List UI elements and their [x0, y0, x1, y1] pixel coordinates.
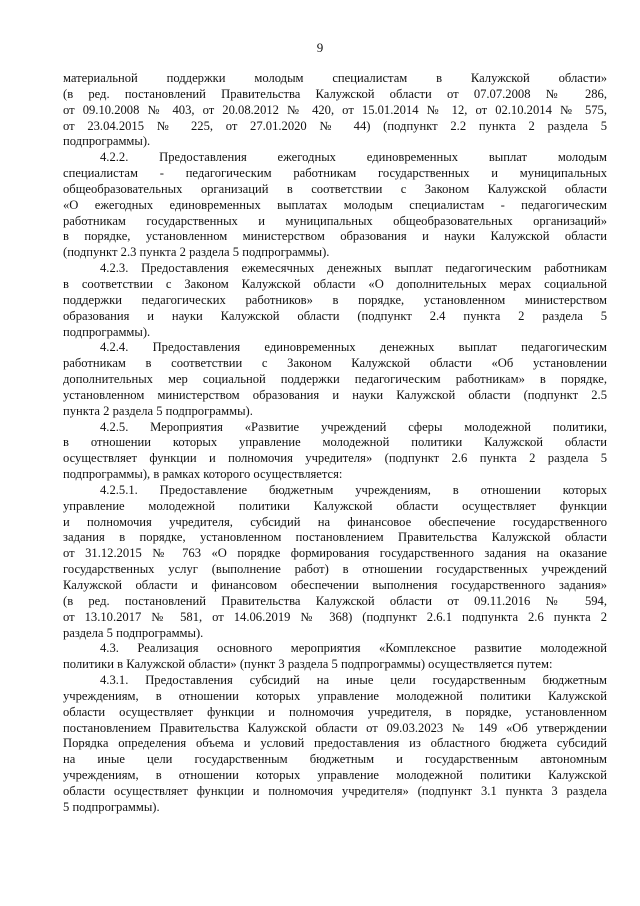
text-line: от 23.04.2015 № 225, от 27.01.2020 № 44) (подпункт 2.2 пункта 2 раздела 5 [63, 118, 607, 133]
text-line: управление молодежной политики Калужской области осуществляет функции [63, 498, 607, 513]
text-line: 4.2.2. Предоставления ежегодных единовременных выплат молодым [100, 150, 607, 165]
text-line: установленном министерством образования и науки Калужской области (подпункт 2.5 [63, 387, 607, 402]
text-line: осуществляет функции и полномочия учредителя» (подпункт 2.6 пункта 2 раздела 5 [63, 451, 607, 466]
text-line: в порядке, установленном министерством образования и науки Калужской области [63, 229, 607, 244]
paragraph-4-2-5 [63, 420, 607, 483]
text-line: 4.3.1. Предоставления субсидий на иные цели государственным бюджетным [100, 673, 607, 688]
text-line: (в ред. постановлений Правительства Калужской области от 09.11.2016 № 594, [63, 593, 607, 608]
page-number: 9 [316, 40, 324, 55]
text-line: (в ред. постановлений Правительства Калужской области от 07.07.2008 № 286, [63, 86, 607, 101]
document-body [63, 71, 607, 816]
text-line: учреждениям, в отношении которых управление молодежной политики Калужской [63, 688, 607, 703]
text-line: раздела 5 подпрограммы). [63, 625, 204, 640]
text-line: учреждениям, в отношении которых управление молодежной политики Калужской [63, 768, 607, 783]
text-line: области осуществляет функции и полномочия учредителя, в порядке, установленном [63, 704, 607, 719]
text-line: в отношении которых управление молодежной политики Калужской области [63, 435, 607, 450]
text-line: специалистам - педагогическим работникам государственных и муниципальных [63, 166, 607, 181]
text-line: работникам в соответствии с Законом Калужской области «Об установлении [63, 356, 607, 371]
paragraph-4-2-5-1 [63, 483, 607, 641]
text-line: образования и науки Калужской области (подпункт 2.4 пункта 2 раздела 5 [63, 308, 607, 323]
text-line: подпрограммы). [63, 324, 151, 339]
text-line: задания в порядке, установленном постановлением Правительства Калужской области [63, 530, 607, 545]
text-line: (подпункт 2.3 пункта 2 раздела 5 подпрограммы). [63, 245, 330, 260]
text-line: «О ежегодных единовременных выплатах молодым специалистам - педагогическим [63, 197, 607, 212]
text-line: и полномочия учредителя, субсидий на финансовое обеспечение государственного [63, 514, 607, 529]
paragraph-4-3 [63, 641, 607, 673]
text-line: 5 подпрограммы). [63, 799, 160, 814]
text-line: на иные цели государственным бюджетным и государственным автономным [63, 752, 607, 767]
text-line: 4.2.3. Предоставления ежемесячных денежных выплат педагогическим работникам [100, 261, 607, 276]
text-line: 4.2.4. Предоставления единовременных денежных выплат педагогическим [100, 340, 607, 355]
text-line: постановлением Правительства Калужской области от 09.03.2023 № 149 «Об утверждении [63, 720, 607, 735]
text-line: пункта 2 раздела 5 подпрограммы). [63, 403, 253, 418]
text-line: государственных услуг (выполнение работ) в отношении государственных учреждений [63, 562, 607, 577]
text-line: от 09.10.2008 № 403, от 20.08.2012 № 420, от 15.01.2014 № 12, от 02.10.2014 № 575, [63, 102, 607, 117]
text-line: 4.3. Реализация основного мероприятия «Комплексное развитие молодежной [100, 641, 607, 656]
text-line: подпрограммы). [63, 134, 151, 149]
text-line: поддержки педагогических работников» в порядке, установленном министерством [63, 292, 607, 307]
text-line: подпрограммы), в рамках которого осуществляется: [63, 467, 343, 482]
text-line: политики в Калужской области» (пункт 3 раздела 5 подпрограммы) осуществляется путем: [63, 657, 553, 672]
paragraph-continuation [63, 71, 607, 150]
text-line: Порядка определения объема и условий предоставления из областного бюджета субсидий [63, 736, 607, 751]
paragraph-4-2-3 [63, 261, 607, 340]
paragraph-4-3-1 [63, 673, 607, 816]
text-line: работникам государственных и муниципальных общеобразовательных организаций» [63, 213, 607, 228]
text-line: 4.2.5. Мероприятия «Развитие учреждений сферы молодежной политики, [100, 419, 607, 434]
paragraph-4-2-4 [63, 340, 607, 419]
paragraph-4-2-2 [63, 150, 607, 261]
text-line: области осуществляет функции и полномочия учредителя» (подпункт 3.1 пункта 3 раздела [63, 783, 607, 798]
text-line: от 31.12.2015 № 763 «О порядке формирования государственного задания на оказание [63, 546, 607, 561]
text-line: материальной поддержки молодым специалистам в Калужской области» [63, 71, 607, 85]
text-line: дополнительных мер социальной поддержки педагогическим работникам» в порядке, [63, 372, 607, 387]
text-line: Калужской области и финансовом обеспечении выполнения государственного задания» [63, 578, 607, 592]
text-line: 4.2.5.1. Предоставление бюджетным учреждениям, в отношении которых [100, 482, 607, 497]
text-line: от 13.10.2017 № 581, от 14.06.2019 № 368) (подпункт 2.6.1 подпункта 2.6 пункта 2 [63, 609, 607, 624]
text-line: в соответствии с Законом Калужской области «О дополнительных мерах социальной [63, 276, 607, 291]
text-line: общеобразовательных организаций в соответствии с Законом Калужской области [63, 181, 607, 196]
